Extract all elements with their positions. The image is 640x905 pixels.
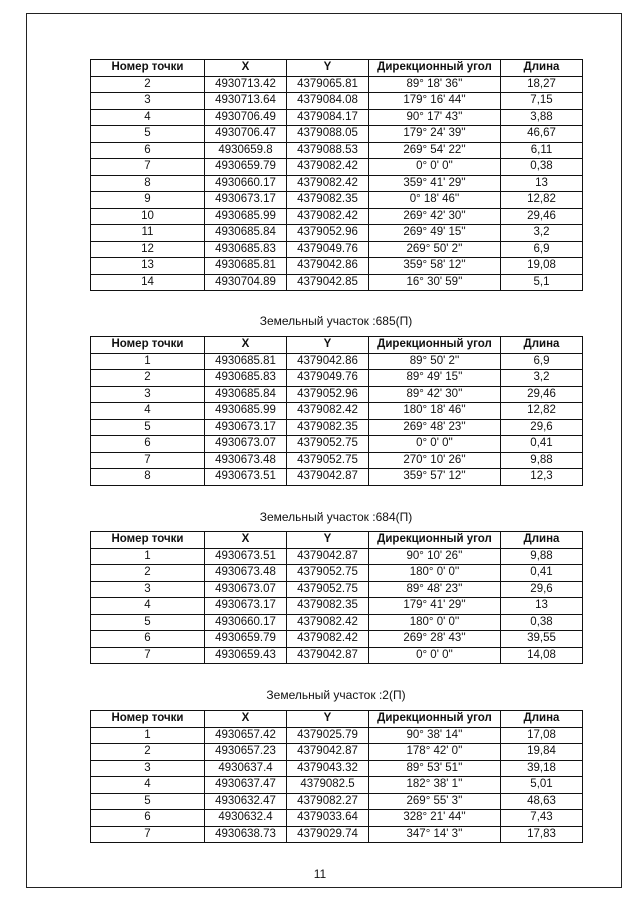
cell-point-number: 1 [91, 353, 205, 370]
cell-x: 4930685.83 [205, 241, 287, 258]
cell-y: 4379082.27 [287, 793, 369, 810]
cell-length: 29,46 [501, 386, 583, 403]
cell-length: 3,88 [501, 109, 583, 126]
cell-direction-angle: 269° 55' 3'' [369, 793, 501, 810]
cell-point-number: 4 [91, 403, 205, 420]
cell-x: 4930660.17 [205, 614, 287, 631]
table-row [91, 175, 583, 192]
cell-direction-angle: 90° 10' 26'' [369, 548, 501, 565]
cell-length: 39,18 [501, 760, 583, 777]
header-x: X [205, 60, 287, 77]
cell-direction-angle: 269° 42' 30'' [369, 208, 501, 225]
cell-y: 4379042.87 [287, 647, 369, 664]
table-row [91, 93, 583, 110]
cell-direction-angle: 179° 41' 29'' [369, 598, 501, 615]
header-length: Длина [501, 711, 583, 728]
cell-length: 6,9 [501, 353, 583, 370]
cell-length: 13 [501, 175, 583, 192]
cell-point-number: 7 [91, 452, 205, 469]
table-row [91, 258, 583, 275]
cell-y: 4379082.42 [287, 403, 369, 420]
cell-direction-angle: 90° 38' 14'' [369, 727, 501, 744]
cell-point-number: 7 [91, 826, 205, 843]
cell-point-number: 8 [91, 175, 205, 192]
cell-direction-angle: 347° 14' 3'' [369, 826, 501, 843]
table-row [91, 631, 583, 648]
cell-y: 4379052.96 [287, 386, 369, 403]
cell-x: 4930659.79 [205, 631, 287, 648]
cell-y: 4379025.79 [287, 727, 369, 744]
cell-y: 4379029.74 [287, 826, 369, 843]
cell-y: 4379065.81 [287, 76, 369, 93]
cell-point-number: 10 [91, 208, 205, 225]
cell-point-number: 3 [91, 581, 205, 598]
cell-y: 4379052.75 [287, 436, 369, 453]
cell-length: 18,27 [501, 76, 583, 93]
cell-x: 4930637.47 [205, 777, 287, 794]
cell-y: 4379042.87 [287, 744, 369, 761]
header-point-number: Номер точки [91, 337, 205, 354]
cell-x: 4930659.79 [205, 159, 287, 176]
section-title-2: Земельный участок :2(П) [266, 688, 406, 702]
cell-x: 4930673.17 [205, 598, 287, 615]
table-row [91, 208, 583, 225]
cell-point-number: 13 [91, 258, 205, 275]
cell-x: 4930673.48 [205, 452, 287, 469]
table-row [91, 760, 583, 777]
table-row [91, 452, 583, 469]
cell-length: 0,41 [501, 565, 583, 582]
cell-x: 4930706.49 [205, 109, 287, 126]
cell-x: 4930713.42 [205, 76, 287, 93]
cell-length: 9,88 [501, 452, 583, 469]
cell-length: 12,82 [501, 192, 583, 209]
cell-y: 4379084.17 [287, 109, 369, 126]
table-row [91, 810, 583, 827]
cell-point-number: 4 [91, 777, 205, 794]
cell-point-number: 2 [91, 76, 205, 93]
header-point-number: Номер точки [91, 532, 205, 549]
cell-x: 4930673.48 [205, 565, 287, 582]
cell-direction-angle: 269° 28' 43'' [369, 631, 501, 648]
cell-length: 29,6 [501, 581, 583, 598]
cell-x: 4930657.42 [205, 727, 287, 744]
table-row [91, 225, 583, 242]
coordinates-table [90, 59, 583, 291]
table-row [91, 548, 583, 565]
header-length: Длина [501, 337, 583, 354]
cell-x: 4930685.84 [205, 386, 287, 403]
cell-direction-angle: 180° 0' 0'' [369, 565, 501, 582]
table-row [91, 727, 583, 744]
cell-direction-angle: 270° 10' 26'' [369, 452, 501, 469]
cell-direction-angle: 180° 0' 0'' [369, 614, 501, 631]
header-direction-angle: Дирекционный угол [369, 337, 501, 354]
cell-length: 48,63 [501, 793, 583, 810]
cell-y: 4379082.42 [287, 208, 369, 225]
table-row [91, 76, 583, 93]
cell-direction-angle: 0° 0' 0'' [369, 159, 501, 176]
cell-point-number: 1 [91, 727, 205, 744]
table-row [91, 403, 583, 420]
cell-x: 4930673.07 [205, 581, 287, 598]
cell-y: 4379052.75 [287, 581, 369, 598]
cell-point-number: 14 [91, 274, 205, 291]
cell-point-number: 7 [91, 647, 205, 664]
cell-point-number: 4 [91, 109, 205, 126]
cell-direction-angle: 269° 50' 2'' [369, 241, 501, 258]
table-header-row [91, 60, 583, 77]
cell-length: 12,3 [501, 469, 583, 486]
table-row [91, 614, 583, 631]
page-number: 11 [313, 867, 327, 881]
table-row [91, 109, 583, 126]
header-y: Y [287, 337, 369, 354]
cell-y: 4379082.42 [287, 175, 369, 192]
cell-y: 4379082.35 [287, 598, 369, 615]
cell-y: 4379042.86 [287, 258, 369, 275]
cell-x: 4930704.89 [205, 274, 287, 291]
cell-direction-angle: 180° 18' 46'' [369, 403, 501, 420]
table-row [91, 370, 583, 387]
table-row [91, 436, 583, 453]
cell-direction-angle: 16° 30' 59'' [369, 274, 501, 291]
cell-point-number: 3 [91, 93, 205, 110]
section-title-685: Земельный участок :685(П) [259, 314, 413, 328]
coordinates-table [90, 531, 583, 664]
header-point-number: Номер точки [91, 60, 205, 77]
table-row [91, 469, 583, 486]
cell-y: 4379043.32 [287, 760, 369, 777]
cell-length: 13 [501, 598, 583, 615]
cell-y: 4379084.08 [287, 93, 369, 110]
cell-y: 4379042.86 [287, 353, 369, 370]
table-row [91, 126, 583, 143]
cell-direction-angle: 89° 48' 23'' [369, 581, 501, 598]
table-row [91, 353, 583, 370]
cell-length: 6,11 [501, 142, 583, 159]
cell-point-number: 1 [91, 548, 205, 565]
cell-length: 5,01 [501, 777, 583, 794]
cell-x: 4930638.73 [205, 826, 287, 843]
cell-length: 9,88 [501, 548, 583, 565]
cell-y: 4379082.42 [287, 159, 369, 176]
table-row [91, 826, 583, 843]
cell-length: 6,9 [501, 241, 583, 258]
table-row [91, 598, 583, 615]
cell-direction-angle: 89° 18' 36'' [369, 76, 501, 93]
cell-length: 3,2 [501, 225, 583, 242]
cell-direction-angle: 0° 0' 0'' [369, 436, 501, 453]
cell-length: 19,08 [501, 258, 583, 275]
cell-y: 4379052.96 [287, 225, 369, 242]
cell-direction-angle: 269° 54' 22'' [369, 142, 501, 159]
cell-point-number: 3 [91, 386, 205, 403]
section-title-684: Земельный участок :684(П) [259, 510, 413, 524]
coordinates-table [90, 710, 583, 843]
table-row [91, 192, 583, 209]
cell-x: 4930685.83 [205, 370, 287, 387]
cell-point-number: 6 [91, 631, 205, 648]
cell-length: 12,82 [501, 403, 583, 420]
cell-y: 4379042.87 [287, 469, 369, 486]
cell-y: 4379052.75 [287, 565, 369, 582]
table-row [91, 241, 583, 258]
cell-y: 4379049.76 [287, 370, 369, 387]
cell-direction-angle: 359° 41' 29'' [369, 175, 501, 192]
cell-length: 7,15 [501, 93, 583, 110]
cell-x: 4930673.51 [205, 469, 287, 486]
coordinates-table [90, 336, 583, 486]
cell-direction-angle: 89° 50' 2'' [369, 353, 501, 370]
cell-point-number: 11 [91, 225, 205, 242]
header-x: X [205, 337, 287, 354]
cell-x: 4930673.17 [205, 419, 287, 436]
cell-length: 0,38 [501, 159, 583, 176]
cell-point-number: 3 [91, 760, 205, 777]
cell-direction-angle: 179° 16' 44'' [369, 93, 501, 110]
cell-direction-angle: 269° 49' 15'' [369, 225, 501, 242]
cell-y: 4379033.64 [287, 810, 369, 827]
cell-point-number: 2 [91, 370, 205, 387]
cell-x: 4930632.47 [205, 793, 287, 810]
cell-x: 4930657.23 [205, 744, 287, 761]
cell-x: 4930637.4 [205, 760, 287, 777]
cell-length: 5,1 [501, 274, 583, 291]
cell-length: 39,55 [501, 631, 583, 648]
cell-length: 17,83 [501, 826, 583, 843]
cell-direction-angle: 89° 49' 15'' [369, 370, 501, 387]
cell-y: 4379088.05 [287, 126, 369, 143]
cell-point-number: 6 [91, 436, 205, 453]
cell-y: 4379082.42 [287, 614, 369, 631]
table-row [91, 565, 583, 582]
header-length: Длина [501, 532, 583, 549]
header-x: X [205, 532, 287, 549]
table-header-row [91, 532, 583, 549]
cell-y: 4379082.35 [287, 192, 369, 209]
table-row [91, 793, 583, 810]
cell-y: 4379052.75 [287, 452, 369, 469]
cell-length: 0,38 [501, 614, 583, 631]
cell-direction-angle: 89° 53' 51'' [369, 760, 501, 777]
cell-point-number: 7 [91, 159, 205, 176]
cell-point-number: 6 [91, 142, 205, 159]
cell-length: 0,41 [501, 436, 583, 453]
cell-y: 4379082.42 [287, 631, 369, 648]
table-header-row [91, 711, 583, 728]
cell-x: 4930673.17 [205, 192, 287, 209]
table-row [91, 744, 583, 761]
cell-length: 7,43 [501, 810, 583, 827]
cell-direction-angle: 0° 18' 46'' [369, 192, 501, 209]
header-point-number: Номер точки [91, 711, 205, 728]
cell-direction-angle: 179° 24' 39'' [369, 126, 501, 143]
cell-length: 3,2 [501, 370, 583, 387]
cell-length: 29,46 [501, 208, 583, 225]
cell-direction-angle: 359° 57' 12'' [369, 469, 501, 486]
header-direction-angle: Дирекционный угол [369, 60, 501, 77]
cell-direction-angle: 269° 48' 23'' [369, 419, 501, 436]
header-y: Y [287, 60, 369, 77]
cell-point-number: 4 [91, 598, 205, 615]
cell-point-number: 5 [91, 614, 205, 631]
cell-point-number: 2 [91, 744, 205, 761]
table-header-row [91, 337, 583, 354]
cell-point-number: 5 [91, 419, 205, 436]
header-direction-angle: Дирекционный угол [369, 532, 501, 549]
cell-direction-angle: 359° 58' 12'' [369, 258, 501, 275]
table-row [91, 274, 583, 291]
table-row [91, 159, 583, 176]
cell-direction-angle: 89° 42' 30'' [369, 386, 501, 403]
cell-x: 4930659.8 [205, 142, 287, 159]
cell-direction-angle: 90° 17' 43'' [369, 109, 501, 126]
cell-x: 4930685.81 [205, 353, 287, 370]
cell-x: 4930706.47 [205, 126, 287, 143]
header-y: Y [287, 711, 369, 728]
cell-y: 4379042.87 [287, 548, 369, 565]
cell-y: 4379082.5 [287, 777, 369, 794]
cell-direction-angle: 0° 0' 0'' [369, 647, 501, 664]
cell-point-number: 2 [91, 565, 205, 582]
header-length: Длина [501, 60, 583, 77]
header-y: Y [287, 532, 369, 549]
table-row [91, 419, 583, 436]
cell-length: 14,08 [501, 647, 583, 664]
cell-length: 17,08 [501, 727, 583, 744]
cell-x: 4930685.99 [205, 403, 287, 420]
cell-point-number: 9 [91, 192, 205, 209]
cell-point-number: 8 [91, 469, 205, 486]
cell-x: 4930673.07 [205, 436, 287, 453]
header-direction-angle: Дирекционный угол [369, 711, 501, 728]
cell-y: 4379082.35 [287, 419, 369, 436]
cell-y: 4379042.85 [287, 274, 369, 291]
cell-point-number: 5 [91, 793, 205, 810]
cell-x: 4930659.43 [205, 647, 287, 664]
cell-x: 4930685.81 [205, 258, 287, 275]
cell-point-number: 5 [91, 126, 205, 143]
cell-length: 19,84 [501, 744, 583, 761]
cell-length: 29,6 [501, 419, 583, 436]
cell-point-number: 12 [91, 241, 205, 258]
cell-x: 4930685.84 [205, 225, 287, 242]
cell-x: 4930632.4 [205, 810, 287, 827]
cell-length: 46,67 [501, 126, 583, 143]
table-row [91, 777, 583, 794]
table-row [91, 581, 583, 598]
cell-x: 4930660.17 [205, 175, 287, 192]
table-row [91, 647, 583, 664]
cell-x: 4930673.51 [205, 548, 287, 565]
table-row [91, 386, 583, 403]
cell-x: 4930685.99 [205, 208, 287, 225]
cell-direction-angle: 182° 38' 1'' [369, 777, 501, 794]
cell-x: 4930713.64 [205, 93, 287, 110]
cell-direction-angle: 328° 21' 44'' [369, 810, 501, 827]
cell-y: 4379049.76 [287, 241, 369, 258]
table-row [91, 142, 583, 159]
header-x: X [205, 711, 287, 728]
cell-y: 4379088.53 [287, 142, 369, 159]
cell-direction-angle: 178° 42' 0'' [369, 744, 501, 761]
cell-point-number: 6 [91, 810, 205, 827]
